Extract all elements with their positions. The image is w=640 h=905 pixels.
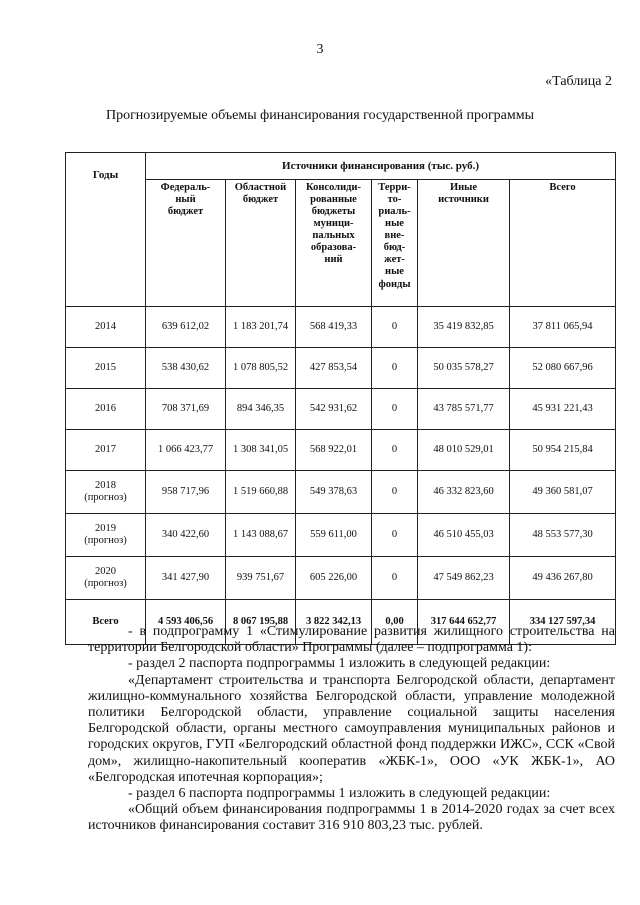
year-cell: 2014 xyxy=(66,307,146,348)
row-total-cell: 52 080 667,96 xyxy=(510,348,616,389)
total-value-cell: 8 067 195,88 xyxy=(226,600,296,645)
year-cell: 2017 xyxy=(66,430,146,471)
value-cell: 542 931,62 xyxy=(296,389,372,430)
column-header-federal: Федераль- ный бюджет xyxy=(146,180,226,307)
table-row xyxy=(66,557,616,600)
value-cell: 0 xyxy=(372,348,418,389)
value-cell: 0 xyxy=(372,430,418,471)
grand-total-cell: 334 127 597,34 xyxy=(510,600,616,645)
total-value-cell: 0,00 xyxy=(372,600,418,645)
total-value-cell: 317 644 652,77 xyxy=(418,600,510,645)
column-header-offbudget-funds: Терри- то- риаль- ные вне- бюд- жет- ные фонды xyxy=(372,180,418,307)
document-title: Прогнозируемые объемы финансирования государственной программы xyxy=(105,108,535,123)
table-row xyxy=(66,430,616,471)
value-cell: 549 378,63 xyxy=(296,471,372,514)
paragraph-executors: «Департамент строительства и транспорта Белгородской области, департамент жилищно-коммунального хозяйства Белгородской области, управление молодежной политики Белгородской области, управление социальной защиты населения Белгородской области, органы местного самоуправления муниципальных районов и городских округов, ГУП «Белгородский областной фонд поддержки ИЖС», ССК «Свой дом», жилищно-накопительный кооператив «ЖБК-1», ООО «УК ЖБК-1», АО «Белгородская ипотечная корпорация»; xyxy=(88,672,615,785)
paragraph-section-2: - раздел 2 паспорта подпрограммы 1 изложить в следующей редакции: xyxy=(128,656,551,672)
value-cell: 958 717,96 xyxy=(146,471,226,514)
row-total-cell: 50 954 215,84 xyxy=(510,430,616,471)
value-cell: 50 035 578,27 xyxy=(418,348,510,389)
value-cell: 35 419 832,85 xyxy=(418,307,510,348)
year-cell: 2016 xyxy=(66,389,146,430)
value-cell: 1 519 660,88 xyxy=(226,471,296,514)
row-total-cell: 45 931 221,43 xyxy=(510,389,616,430)
row-total-cell: 49 436 267,80 xyxy=(510,557,616,600)
table-row xyxy=(66,514,616,557)
value-cell: 427 853,54 xyxy=(296,348,372,389)
year-cell: 2019 (прогноз) xyxy=(66,514,146,557)
value-cell: 0 xyxy=(372,557,418,600)
value-cell: 341 427,90 xyxy=(146,557,226,600)
table-row xyxy=(66,389,616,430)
financing-table xyxy=(65,152,616,645)
value-cell: 939 751,67 xyxy=(226,557,296,600)
sources-group-header: Источники финансирования (тыс. руб.) xyxy=(146,153,616,180)
value-cell: 0 xyxy=(372,471,418,514)
table-caption: «Таблица 2 xyxy=(545,74,612,89)
year-cell: 2018 (прогноз) xyxy=(66,471,146,514)
paragraph-funding-volume: «Общий объем финансирования подпрограммы 1 в 2014-2020 годах за счет всех источников финансирования составит 316 910 803,23 тыс. рублей. xyxy=(88,802,615,834)
year-column-header: Годы xyxy=(66,153,146,307)
value-cell: 340 422,60 xyxy=(146,514,226,557)
body-text xyxy=(88,624,615,835)
table-row xyxy=(66,307,616,348)
value-cell: 568 419,33 xyxy=(296,307,372,348)
value-cell: 538 430,62 xyxy=(146,348,226,389)
value-cell: 1 066 423,77 xyxy=(146,430,226,471)
value-cell: 639 612,02 xyxy=(146,307,226,348)
year-cell: 2015 xyxy=(66,348,146,389)
value-cell: 559 611,00 xyxy=(296,514,372,557)
value-cell: 47 549 862,23 xyxy=(418,557,510,600)
total-label-cell: Всего xyxy=(66,600,146,645)
value-cell: 1 183 201,74 xyxy=(226,307,296,348)
value-cell: 1 308 341,05 xyxy=(226,430,296,471)
value-cell: 48 010 529,01 xyxy=(418,430,510,471)
value-cell: 46 510 455,03 xyxy=(418,514,510,557)
page-number: 3 xyxy=(316,42,324,57)
value-cell: 0 xyxy=(372,389,418,430)
column-header-municipal: Консолиди- рованные бюджеты муници- пальных образова- ний xyxy=(296,180,372,307)
value-cell: 0 xyxy=(372,307,418,348)
value-cell: 43 785 571,77 xyxy=(418,389,510,430)
paragraph-subprogram-1: - в подпрограмму 1 «Стимулирование развития жилищного строительства на территории Белгородской области» Программы (далее – подпрограмма 1): xyxy=(88,624,615,656)
value-cell: 0 xyxy=(372,514,418,557)
column-header-other-sources: Иные источники xyxy=(418,180,510,307)
value-cell: 1 078 805,52 xyxy=(226,348,296,389)
row-total-cell: 48 553 577,30 xyxy=(510,514,616,557)
column-header-total: Всего xyxy=(510,180,616,307)
value-cell: 894 346,35 xyxy=(226,389,296,430)
total-value-cell: 4 593 406,56 xyxy=(146,600,226,645)
value-cell: 46 332 823,60 xyxy=(418,471,510,514)
total-value-cell: 3 822 342,13 xyxy=(296,600,372,645)
row-total-cell: 37 811 065,94 xyxy=(510,307,616,348)
value-cell: 605 226,00 xyxy=(296,557,372,600)
value-cell: 568 922,01 xyxy=(296,430,372,471)
value-cell: 1 143 088,67 xyxy=(226,514,296,557)
row-total-cell: 49 360 581,07 xyxy=(510,471,616,514)
value-cell: 708 371,69 xyxy=(146,389,226,430)
table-row xyxy=(66,471,616,514)
table-row xyxy=(66,348,616,389)
paragraph-section-6: - раздел 6 паспорта подпрограммы 1 изложить в следующей редакции: xyxy=(128,786,551,802)
year-cell: 2020 (прогноз) xyxy=(66,557,146,600)
column-header-regional: Областной бюджет xyxy=(226,180,296,307)
